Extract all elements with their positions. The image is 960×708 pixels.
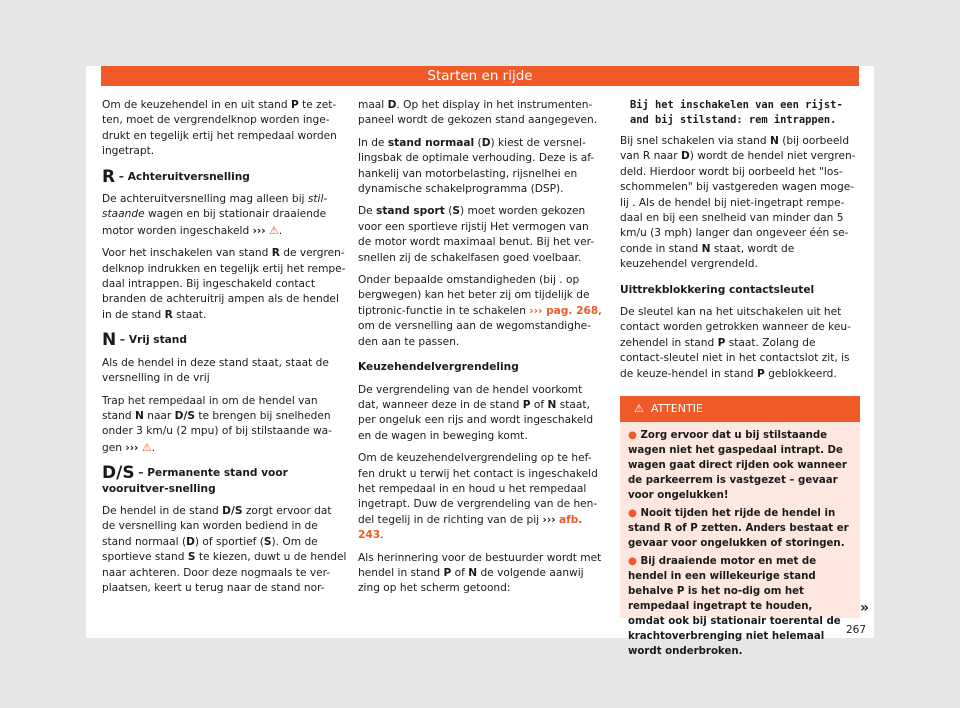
column-2	[358, 98, 604, 604]
heading-neutral: N – Vrij stand	[102, 330, 187, 351]
attention-body	[620, 422, 860, 659]
attention-item: ● Nooit tijden het rijde de hendel in stand R of P zetten. Anders bestaat er gevaar voor ongelukken of storingen.	[628, 508, 849, 549]
paragraph: De sleutel kan na het uitschakelen uit het contact worden getrokken wanneer de keu-zehendel in stand P staat. Zolang de contact-sleutel niet in het contactslot zit, is de keuze-hendel in stand P geblokkeerd.	[620, 306, 851, 380]
warning-icon: ⚠	[269, 223, 279, 237]
bullet-icon: ●	[628, 556, 637, 567]
column-3	[620, 98, 860, 389]
page-number: 267	[846, 624, 867, 636]
paragraph: Voor het inschakelen van stand R de vergren-delknop indrukken en tegelijk ertij het rempe-daal intrappen. Bij ingeschakeld contact branden de achteruitrij ampen als de hendel in de stand R staat.	[102, 247, 346, 321]
attention-item: ● Bij draaiende motor en met de hendel in een willekeurige stand behalve P is het no-dig om het rempedaal ingetrapt te houden, omdat ook bij stationair toerental de krachtoverbrenging niet helemaal wordt onderbroken.	[628, 556, 841, 657]
paragraph: maal D. Op het display in het instrumenten-paneel wordt de gekozen stand aangegeven.	[358, 99, 598, 127]
bullet-icon: ●	[628, 508, 637, 519]
paragraph: De achteruitversnelling mag alleen bij stil-staande wagen en bij stationair draaiende motor worden ingeschakeld ››› ⚠.	[102, 193, 328, 237]
paragraph: In de stand normaal (D) kiest de versnel-lingsbak de optimale verhouding. Deze is af-hankelij van motorbelasting, rijsnelhei en dynamische schakelprogramma (DSP).	[358, 136, 595, 196]
attention-header: ⚠ ATTENTIE	[620, 396, 860, 422]
subheading: Keuzehendelvergrendeling	[358, 361, 519, 374]
paragraph: Trap het rempedaal in om de hendel van stand N naar D/S te brengen bij snelheden onder 3 km/u (2 mpu) of bij stilstaande wa-gen ››› ⚠.	[102, 394, 332, 454]
column-1	[102, 98, 348, 603]
heading-drive: D/S – Permanente stand voor vooruitver-snelling	[102, 463, 288, 495]
paragraph: Om de keuzehendel in en uit stand P te zet-ten, moet de vergrendelknop worden inge-drukt en tegelijk ertij het rempedaal worden ingetrapt.	[102, 99, 337, 158]
paragraph: Om de keuzehendelvergrendeling op te hef-fen drukt u terwij het contact is ingeschakeld het rempedaal in en houd u het rempedaal ingetrapt. Duw de vergrendeling van de hen-del tegelij in de richting van de pij ››› afb. 243.	[358, 452, 598, 542]
display-message: Bij het inschakelen van een rijst-and bij stilstand: rem intrappen.	[630, 99, 843, 126]
paragraph: Als de hendel in deze stand staat, staat de versnelling in de vrij	[102, 356, 329, 385]
warning-icon: ⚠	[141, 440, 152, 454]
section-header: Starten en rijde	[101, 66, 859, 86]
subheading: Uittrekblokkering contactsleutel	[620, 283, 815, 296]
paragraph: Onder bepaalde omstandigheden (bij . op bergwegen) kan het beter zij om tijdelijk de tiptronic-functie in te schakelen ››› pag. 268, om de versnelling aan de wegomstandighe-den aan te passen.	[358, 274, 602, 348]
page-link[interactable]: ››› pag. 268	[529, 304, 599, 317]
attention-item: ● Zorg ervoor dat u bij stilstaande wagen niet het gaspedaal intrapt. De wagen gaat direct rijden ook wanneer de parkeerrem is vastgezet – gevaar voor ongelukken!	[628, 430, 847, 501]
gear-r-symbol: R	[102, 166, 116, 187]
paragraph: Bij snel schakelen via stand N (bij oorbeeld van R naar D) wordt de hendel niet vergren-deld. Hierdoor wordt bij oorbeeld het "los-schommelen" bij vastgereden wagen moge-lij . Als de hendel bij niet-ingetrapt rempe-daal en bij een snelheid van minder dan 5 km/u (3 mph) langer dan ongeveer één se-conde in stand N staat, wordt de keuzehendel vergrendeld.	[620, 135, 856, 271]
paragraph: De vergrendeling van de hendel voorkomt dat, wanneer deze in de stand P of N staat, per ongeluk een rijs and wordt ingeschakeld en de wagen in beweging komt.	[358, 383, 594, 442]
continue-marker: »	[860, 600, 870, 616]
gear-n-symbol: N	[102, 330, 117, 351]
paragraph: De hendel in de stand D/S zorgt ervoor dat de versnelling kan worden bediend in de stand normaal (D) of sportief (S). Om de sportieve stand S te kiezen, duwt u de hendel naar achteren. Door deze nogmaals te ver-plaatsen, keert u terug naar de stand nor-	[102, 504, 347, 594]
warning-icon: ⚠	[634, 402, 644, 415]
bullet-icon: ●	[628, 430, 637, 441]
heading-reverse: R – Achteruitversnelling	[102, 166, 250, 187]
paragraph: Als herinnering voor de bestuurder wordt met hendel in stand P of N de volgende aanwij zing op het scherm getoond:	[358, 551, 602, 595]
gear-ds-symbol: D/S	[102, 463, 135, 484]
paragraph: De stand sport (S) moet worden gekozen voor een sportieve rijstij Het vermogen van de motor wordt maximaal benut. Bij het ver-snellen zij de schakelfasen goed voelbaar.	[358, 205, 595, 264]
figure-link[interactable]: afb. 243	[358, 513, 583, 542]
